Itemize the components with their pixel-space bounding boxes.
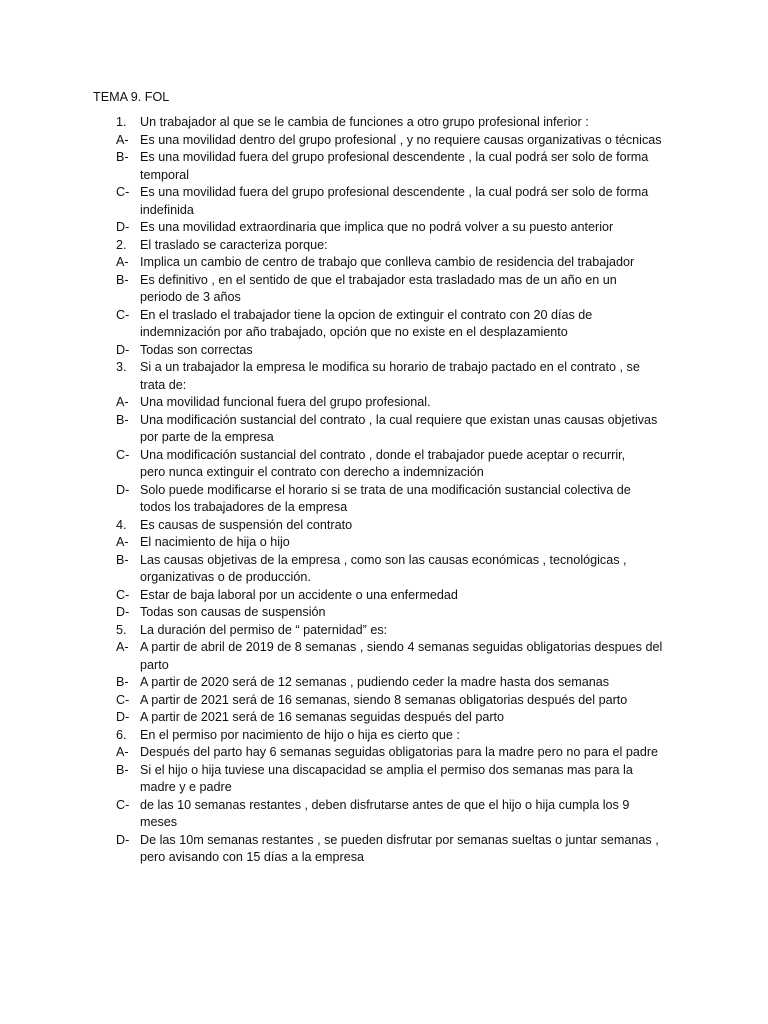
option-text <box>140 132 680 150</box>
text-line: organizativas o de producción. <box>140 570 311 584</box>
option-letter: D- <box>116 832 130 847</box>
answer-option <box>0 604 768 622</box>
text-line: Es una movilidad fuera del grupo profesional descendente , la cual podrá ser solo de forma <box>140 185 649 199</box>
answer-option <box>0 552 768 587</box>
option-letter: C- <box>116 692 130 707</box>
text-line: Implica un cambio de centro de trabajo que conlleva cambio de residencia del trabajador <box>140 255 635 269</box>
option-letter: D- <box>116 710 130 724</box>
option-letter: B- <box>116 272 129 287</box>
question-text <box>140 114 680 132</box>
question-number: 6. <box>116 727 127 742</box>
question-item <box>0 727 768 745</box>
question-number: 4. <box>116 517 127 532</box>
text-line: madre y e padre <box>140 780 232 794</box>
answer-option <box>0 797 768 832</box>
text-line: Una modificación sustancial del contrato , donde el trabajador puede aceptar o recurrir, <box>140 447 626 462</box>
question-item <box>0 114 768 132</box>
text-line: Es una movilidad extraordinaria que implica que no podrá volver a su puesto anterior <box>140 220 614 234</box>
text-line: A partir de 2021 será de 16 semanas seguidas después del parto <box>140 710 505 724</box>
option-text <box>140 254 680 272</box>
question-item <box>0 359 768 394</box>
text-line: Una movilidad funcional fuera del grupo profesional. <box>140 395 431 409</box>
answer-option <box>0 254 768 272</box>
option-letter: C- <box>116 587 130 602</box>
text-line: indefinida <box>140 202 194 217</box>
answer-option <box>0 762 768 797</box>
option-letter: D- <box>116 342 130 357</box>
text-line: meses <box>140 815 178 829</box>
option-text <box>140 412 680 447</box>
text-line: De las 10m semanas restantes , se pueden disfrutar por semanas sueltas o juntar semanas , <box>140 832 659 847</box>
option-text <box>140 272 680 307</box>
option-text <box>140 692 680 710</box>
question-text <box>140 517 680 535</box>
answer-option <box>0 832 768 867</box>
text-line: todos los trabajadores de la empresa <box>140 500 348 514</box>
option-text <box>140 447 680 482</box>
text-line: indemnización por año trabajado, opción que no existe en el desplazamiento <box>140 325 568 339</box>
question-number: 5. <box>116 622 127 637</box>
option-letter: A- <box>116 745 129 759</box>
answer-option <box>0 412 768 447</box>
option-letter: A- <box>116 255 129 269</box>
answer-option <box>0 447 768 482</box>
text-line: periodo de 3 años <box>140 290 241 304</box>
question-item <box>0 622 768 640</box>
text-line: de las 10 semanas restantes , deben disfrutarse antes de que el hijo o hija cumpla los 9 <box>140 797 630 812</box>
answer-option <box>0 482 768 517</box>
answer-option <box>0 184 768 219</box>
text-line: por parte de la empresa <box>140 430 274 444</box>
text-line: Es definitivo , en el sentido de que el trabajador esta trasladado mas de un año en un <box>140 272 617 287</box>
option-text <box>140 534 680 552</box>
option-letter: A- <box>116 640 129 654</box>
text-line: En el traslado el trabajador tiene la opcion de extinguir el contrato con 20 días de <box>140 307 593 322</box>
option-letter: D- <box>116 482 130 497</box>
option-letter: C- <box>116 447 130 462</box>
question-list <box>0 114 768 867</box>
option-letter: C- <box>116 185 130 199</box>
question-number: 3. <box>116 360 127 374</box>
text-line: pero nunca extinguir el contrato con derecho a indemnización <box>140 465 484 479</box>
option-letter: C- <box>116 797 130 812</box>
text-line: La duración del permiso de “ paternidad” es: <box>140 622 388 637</box>
option-letter: A- <box>116 395 129 409</box>
answer-option <box>0 132 768 150</box>
question-item <box>0 517 768 535</box>
question-text <box>140 727 680 745</box>
option-letter: A- <box>116 535 129 549</box>
text-line: Un trabajador al que se le cambia de funciones a otro grupo profesional inferior : <box>140 115 589 129</box>
option-text <box>140 832 680 867</box>
question-text <box>140 359 680 394</box>
option-text <box>140 219 680 237</box>
question-number: 2. <box>116 237 127 252</box>
text-line: Si a un trabajador la empresa le modifica su horario de trabajo pactado en el contrato , se <box>140 360 640 374</box>
text-line: Es causas de suspensión del contrato <box>140 517 353 532</box>
option-text <box>140 552 680 587</box>
option-text <box>140 587 680 605</box>
answer-option <box>0 534 768 552</box>
text-line: Una modificación sustancial del contrato , la cual requiere que existan unas causas objetivas <box>140 412 658 427</box>
option-text <box>140 394 680 412</box>
option-text <box>140 797 680 832</box>
text-line: temporal <box>140 167 189 182</box>
option-letter: D- <box>116 605 130 619</box>
text-line: parto <box>140 657 169 672</box>
text-line: trata de: <box>140 377 187 392</box>
option-text <box>140 709 680 727</box>
option-letter: B- <box>116 675 129 689</box>
option-text <box>140 342 680 360</box>
option-text <box>140 744 680 762</box>
text-line: Es una movilidad fuera del grupo profesional descendente , la cual podrá ser solo de forma <box>140 150 649 164</box>
answer-option <box>0 219 768 237</box>
text-line: Si el hijo o hija tuviese una discapacidad se amplia el permiso dos semanas mas para la <box>140 762 633 777</box>
answer-option <box>0 394 768 412</box>
text-line: pero avisando con 15 días a la empresa <box>140 850 365 864</box>
answer-option <box>0 674 768 692</box>
question-number: 1. <box>116 115 127 129</box>
document-title: TEMA 9. FOL <box>93 90 170 104</box>
answer-option <box>0 692 768 710</box>
answer-option <box>0 639 768 674</box>
question-text <box>140 622 680 640</box>
answer-option <box>0 307 768 342</box>
text-line: Estar de baja laboral por un accidente o una enfermedad <box>140 587 458 602</box>
text-line: A partir de 2020 será de 12 semanas , pudiendo ceder la madre hasta dos semanas <box>140 675 610 689</box>
option-text <box>140 639 680 674</box>
option-letter: B- <box>116 762 129 777</box>
option-text <box>140 482 680 517</box>
text-line: El traslado se caracteriza porque: <box>140 237 328 252</box>
question-text <box>140 237 680 255</box>
option-text <box>140 184 680 219</box>
question-item <box>0 237 768 255</box>
text-line: A partir de abril de 2019 de 8 semanas , siendo 4 semanas seguidas obligatorias despues del <box>140 640 663 654</box>
option-letter: B- <box>116 412 129 427</box>
text-line: El nacimiento de hija o hijo <box>140 535 290 549</box>
answer-option <box>0 149 768 184</box>
option-letter: B- <box>116 150 129 164</box>
option-text <box>140 149 680 184</box>
text-line: Solo puede modificarse el horario si se trata de una modificación sustancial colectiva de <box>140 482 631 497</box>
option-text <box>140 307 680 342</box>
option-letter: B- <box>116 552 129 567</box>
answer-option <box>0 342 768 360</box>
option-text <box>140 604 680 622</box>
answer-option <box>0 744 768 762</box>
text-line: En el permiso por nacimiento de hijo o hija es cierto que : <box>140 727 460 742</box>
text-line: Después del parto hay 6 semanas seguidas obligatorias para la madre pero no para el padre <box>140 745 659 759</box>
text-line: Todas son causas de suspensión <box>140 605 326 619</box>
option-letter: C- <box>116 307 130 322</box>
option-letter: D- <box>116 220 130 234</box>
text-line: A partir de 2021 será de 16 semanas, siendo 8 semanas obligatorias después del parto <box>140 692 628 707</box>
answer-option <box>0 709 768 727</box>
answer-option <box>0 272 768 307</box>
text-line: Las causas objetivas de la empresa , como son las causas económicas , tecnológicas , <box>140 552 627 567</box>
answer-option <box>0 587 768 605</box>
option-text <box>140 762 680 797</box>
option-text <box>140 674 680 692</box>
text-line: Es una movilidad dentro del grupo profesional , y no requiere causas organizativas o técnicas <box>140 132 662 147</box>
text-line: Todas son correctas <box>140 342 253 357</box>
option-letter: A- <box>116 132 129 147</box>
